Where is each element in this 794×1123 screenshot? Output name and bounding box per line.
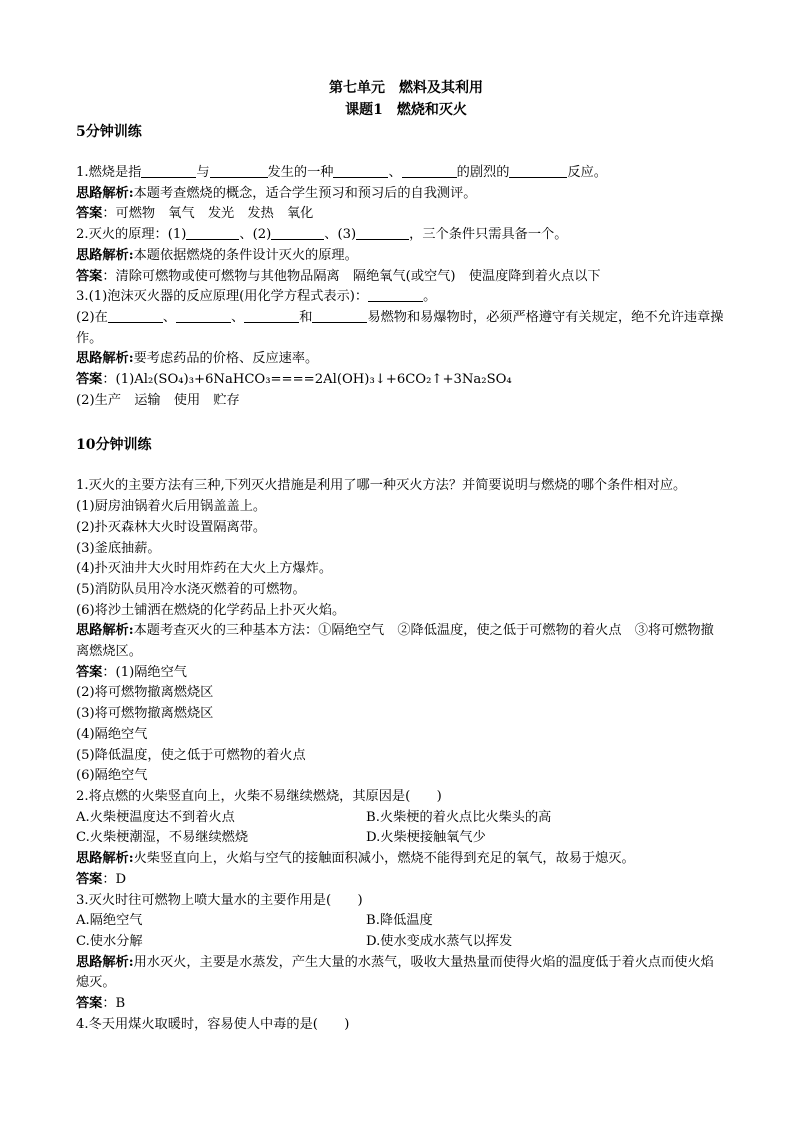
question-sub-item: (4)扑灭油井大火时用炸药在大火上方爆炸。: [76, 561, 333, 577]
section-heading-10min: 10分钟训练: [76, 437, 152, 454]
answer-blank: [141, 163, 196, 178]
analysis-10-1: 思路解析:本题考查灭火的三种基本方法：①隔绝空气 ②降低温度，使之低于可燃物的着火点 ③将可燃物撤离燃烧区。: [76, 623, 714, 660]
option-a: A.火柴梗温度达不到着火点: [76, 809, 235, 825]
answer-sub-item: (4)隔绝空气: [76, 726, 148, 742]
option-row: [76, 911, 726, 932]
option-c: C.火柴梗潮湿，不易继续燃烧: [76, 830, 249, 846]
answer-blank: [509, 163, 567, 178]
option-b: B.火柴梗的着火点比火柴头的高: [366, 809, 552, 825]
option-row: [76, 808, 726, 829]
answer-sub-item: (3)将可燃物撤离燃烧区: [76, 706, 214, 722]
answer-10-1-items: [76, 683, 726, 787]
answer-5-2: 答案：清除可燃物或使可燃物与其他物品隔离 隔绝氧气(或空气) 使温度降到着火点以下: [76, 268, 601, 284]
answer-sub-item: (5)降低温度，使之低于可燃物的着火点: [76, 747, 306, 763]
answer-blank: [176, 308, 231, 323]
answer-10-1: 答案：(1)隔绝空气: [76, 664, 187, 680]
answer-blank: [271, 225, 324, 240]
answer-5-3: 答案：(1)Al₂(SO₄)₃+6NaHCO₃====2Al(OH)₃↓+6CO₂↑+3Na₂SO₄: [76, 372, 512, 388]
answer-5-3-part2: (2)生产 运输 使用 贮存: [76, 392, 240, 408]
unit-title: 第七单元 燃料及其利用: [329, 80, 483, 96]
lesson-title: 课题1 燃烧和灭火: [345, 102, 467, 118]
answer-blank: [356, 225, 409, 240]
option-d: D.使水变成水蒸气以挥发: [366, 933, 513, 949]
document-page: [76, 78, 726, 1035]
answer-blank: [312, 308, 367, 323]
option-row: [76, 932, 726, 953]
analysis-10-3: 思路解析:用水灭火，主要是水蒸发，产生大量的水蒸气，吸收大量热量而使得火焰的温度低于着火点而使火焰熄灭。: [76, 954, 714, 991]
option-a: A.隔绝空气: [76, 913, 143, 929]
answer-10-3: 答案：B: [76, 996, 126, 1012]
section-heading-5min: 5分钟训练: [76, 124, 142, 140]
question-10-4: 4.冬天用煤火取暖时，容易使人中毒的是( ): [76, 1016, 350, 1032]
question-10-1-items: [76, 497, 726, 621]
answer-5-1: 答案：可燃物 氧气 发光 发热 氧化: [76, 206, 314, 222]
question-10-3: 3.灭火时往可燃物上喷大量水的主要作用是( ): [76, 892, 363, 908]
question-sub-item: (6)将沙土铺洒在燃烧的化学药品上扑灭火焰。: [76, 602, 346, 618]
analysis-10-2: 思路解析:火柴竖直向上，火焰与空气的接触面积减小，燃烧不能得到充足的氧气，故易于熄灭。: [76, 851, 635, 867]
question-10-1: 1.灭火的主要方法有三种,下列灭火措施是利用了哪一种灭火方法？并简要说明与燃烧的哪个条件相对应。: [76, 478, 687, 494]
option-d: D.火柴梗接触氧气少: [366, 830, 486, 846]
option-row: [76, 828, 726, 849]
answer-10-2: 答案：D: [76, 871, 127, 887]
question-sub-item: (3)釜底抽薪。: [76, 540, 161, 556]
question-10-2: 2.将点燃的火柴竖直向上，火柴不易继续燃烧，其原因是( ): [76, 788, 442, 804]
answer-sub-item: (2)将可燃物撤离燃烧区: [76, 685, 214, 701]
answer-blank: [368, 287, 423, 302]
answer-blank: [402, 163, 457, 178]
question-sub-item: (1)厨房油锅着火后用锅盖盖上。: [76, 499, 267, 515]
question-5-3-part2: (2)在 、 、 和 易燃物和易爆物时，必须严格遵守有关规定，绝不允许违章操作。: [76, 309, 724, 346]
answer-blank: [244, 308, 299, 323]
analysis-5-1: 思路解析:本题考查燃烧的概念，适合学生预习和预习后的自我测评。: [76, 185, 477, 201]
question-5-1: 1.燃烧是指 与 发生的一种 、 的剧烈的 反应。: [76, 165, 607, 180]
option-b: B.降低温度: [366, 913, 433, 929]
question-5-2: 2.灭火的原理：(1) 、(2) 、(3) ，三个条件只需具备一个。: [76, 227, 568, 243]
analysis-5-3: 思路解析:要考虑药品的价格、反应速率。: [76, 351, 319, 367]
answer-blank: [210, 163, 268, 178]
answer-blank: [333, 163, 388, 178]
question-5-3: 3.(1)泡沫灭火器的反应原理(用化学方程式表示)： 。: [76, 289, 437, 305]
answer-sub-item: (6)隔绝空气: [76, 768, 148, 784]
answer-blank: [186, 225, 239, 240]
answer-blank: [108, 308, 163, 323]
question-sub-item: (5)消防队员用冷水浇灭燃着的可燃物。: [76, 581, 306, 597]
question-sub-item: (2)扑灭森林大火时设置隔离带。: [76, 519, 267, 535]
analysis-5-2: 思路解析:本题依据燃烧的条件设计灭火的原理。: [76, 247, 358, 263]
option-c: C.使水分解: [76, 933, 143, 949]
